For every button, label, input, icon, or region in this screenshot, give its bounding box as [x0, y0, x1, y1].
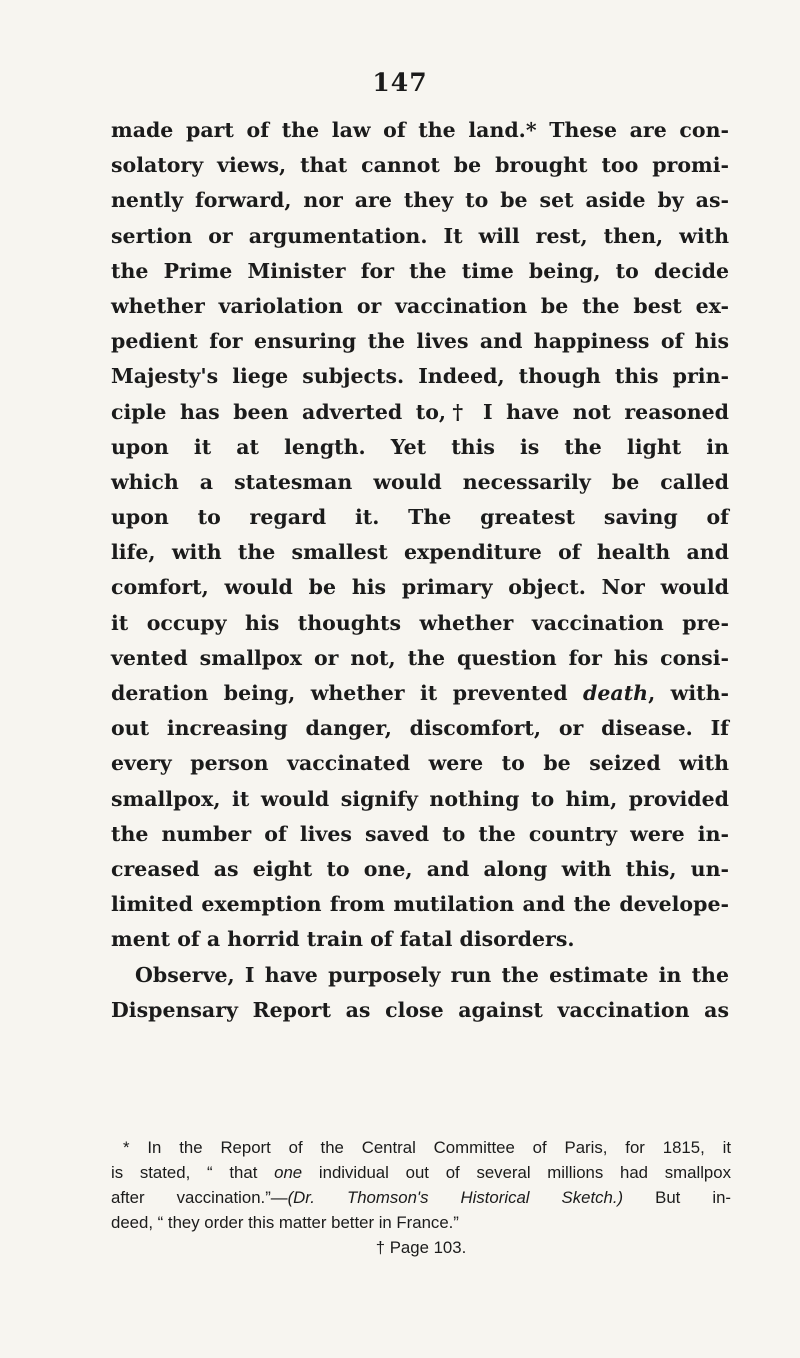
text-segment: , with-	[648, 681, 729, 705]
text-line: nently forward, nor are they to be set aside by as-	[111, 188, 729, 213]
citation: (Dr. Thomson's Historical Sketch.)	[287, 1188, 624, 1207]
footnote-line: deed, “ they order this matter better in France.”	[111, 1213, 459, 1232]
text-segment: is stated, “ that	[111, 1163, 275, 1182]
footnote-line-mixed	[111, 1160, 731, 1185]
text-line: upon to regard it. The greatest saving of	[111, 505, 729, 530]
italic-word: death	[583, 681, 649, 705]
text-line: Dispensary Report as close against vaccination as	[111, 997, 729, 1022]
text-line: ment of a horrid train of fatal disorders.	[111, 927, 575, 952]
text-line: which a statesman would necessarily be called	[111, 469, 729, 494]
text-line: ciple has been adverted to,† I have not reasoned	[111, 399, 729, 424]
text-line: smallpox, it would signify nothing to him, provided	[111, 786, 729, 811]
footnote-line-mixed	[111, 1185, 731, 1210]
italic-word: one	[274, 1163, 303, 1182]
text-line: whether variolation or vaccination be the best ex-	[111, 293, 729, 318]
page-number: 147	[372, 68, 428, 97]
text-line: pedient for ensuring the lives and happiness of his	[111, 329, 729, 354]
footnote-line: * In the Report of the Central Committee of Paris, for 1815, it	[123, 1138, 731, 1157]
text-line: creased as eight to one, and along with this, un-	[111, 856, 729, 881]
text-line: solatory views, that cannot be brought too promi-	[111, 153, 729, 178]
text-line: the Prime Minister for the time being, to decide	[111, 258, 729, 283]
text-segment: deration being, whether it prevented	[111, 681, 568, 705]
text-line: comfort, would be his primary object. Nor would	[111, 575, 729, 600]
text-segment: after vaccination.”—	[111, 1188, 288, 1207]
text-line: upon it at length. Yet this is the light in	[111, 434, 729, 459]
text-line: Observe, I have purposely run the estimate in the	[135, 962, 729, 987]
footnotes	[111, 1135, 731, 1260]
text-line: out increasing danger, discomfort, or disease. If	[111, 716, 729, 741]
text-line: vented smallpox or not, the question for his consi-	[111, 645, 729, 670]
text-line: every person vaccinated were to be seized with	[111, 751, 729, 776]
text-line: life, with the smallest expenditure of health and	[111, 540, 729, 565]
text-line: it occupy his thoughts whether vaccination pre-	[111, 610, 729, 635]
text-line: the number of lives saved to the country were in-	[111, 821, 729, 846]
text-line: limited exemption from mutilation and the develope-	[111, 892, 729, 917]
main-text	[111, 113, 729, 1028]
text-line: made part of the law of the land.* These are con-	[111, 118, 729, 142]
footnote-dagger: † Page 103.	[375, 1238, 467, 1257]
text-line: Majesty's liege subjects. Indeed, though this prin-	[111, 364, 729, 389]
text-line: sertion or argumentation. It will rest, then, with	[111, 223, 729, 248]
text-segment: But in-	[623, 1188, 731, 1207]
text-segment: individual out of several millions had smallpox	[302, 1163, 731, 1182]
text-line-mixed	[111, 676, 729, 711]
